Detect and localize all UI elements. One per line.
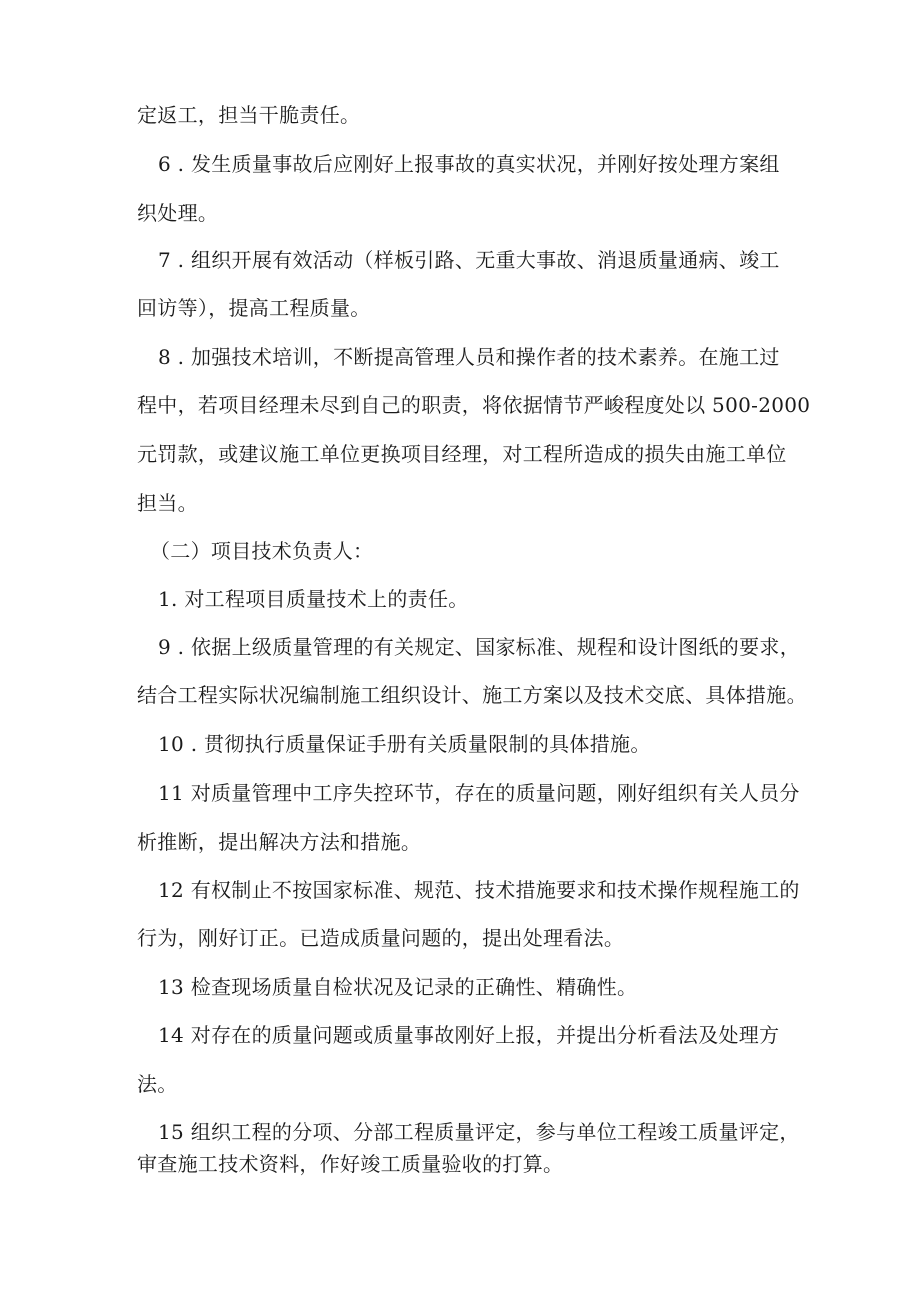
text-line: 10 . 贯彻执行质量保证手册有关质量限制的具体措施。 [158,732,651,756]
text-line: 15 组织工程的分项、分部工程质量评定，参与单位工程竣工质量评定， [158,1120,800,1144]
text-line: 审查施工技术资料，作好竣工质量验收的打算。 [137,1152,564,1176]
text-line: 11 对质量管理中工序失控环节，存在的质量问题，刚好组织有关人员分 [158,781,800,805]
text-line: 7 . 组织开展有效活动（样板引路、无重大事故、消退质量通病、竣工 [158,248,780,272]
text-line: 析推断，提出解决方法和措施。 [137,830,422,854]
text-line: 1. 对工程项目质量技术上的责任。 [158,587,469,611]
text-line: 程中，若项目经理未尽到自己的职责，将依据情节严峻程度处以 500-2000 [137,393,811,417]
text-line: 结合工程实际状况编制施工组织设计、施工方案以及技术交底、具体措施。 [137,683,807,707]
text-line: 元罚款，或建议施工单位更换项目经理，对工程所造成的损失由施工单位 [137,442,787,466]
text-line: 6 . 发生质量事故后应刚好上报事故的真实状况，并刚好按处理方案组 [158,152,780,176]
section-heading: （二）项目技术负责人： [150,539,374,563]
text-line: 8 . 加强技术培训，不断提高管理人员和操作者的技术素养。在施工过 [158,345,780,369]
text-line: 回访等），提高工程质量。 [137,296,371,320]
text-line: 法。 [137,1072,178,1096]
text-line: 12 有权制止不按国家标准、规范、技术措施要求和技术操作规程施工的 [158,878,800,902]
text-line: 担当。 [137,491,198,515]
text-line: 定返工，担当干脆责任。 [137,103,361,127]
text-line: 14 对存在的质量问题或质量事故刚好上报，并提出分析看法及处理方 [158,1023,780,1047]
text-line: 9 . 依据上级质量管理的有关规定、国家标准、规程和设计图纸的要求， [158,635,800,659]
text-line: 行为，刚好订正。已造成质量问题的，提出处理看法。 [137,926,625,950]
text-line: 13 检查现场质量自检状况及记录的正确性、精确性。 [158,975,638,999]
text-line: 织处理。 [137,201,219,225]
